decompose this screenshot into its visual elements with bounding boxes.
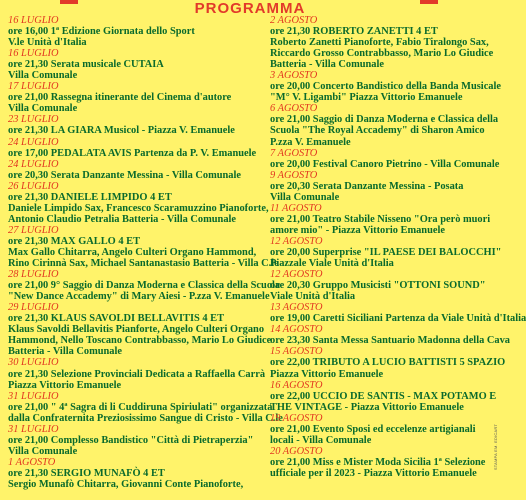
program-event — [270, 15, 496, 70]
event-detail: Klaus Savoldi Bellavitis Pianforte, Angelo Culteri Organo — [8, 324, 265, 336]
event-detail: ufficiale per il 2023 - Piazza Vittorio Emanuele — [270, 467, 477, 479]
event-detail: ore 21,00 " 4ª Sagra di li Cuddiruna Spiriulati" organizzata — [8, 401, 273, 413]
event-detail: Daniele Limpido Sax, Francesco Scaramuzzino Pianoforte, — [8, 202, 269, 214]
event-detail: V.le Unità d'Italia — [8, 37, 87, 49]
event-date: 6 AGOSTO — [270, 103, 318, 115]
event-detail: ore 21,30 SERGIO MUNAFÒ 4 ET — [8, 467, 165, 479]
program-event — [270, 170, 496, 203]
event-detail: ore 21,00 Saggio di Danza Moderna e Classica della — [270, 114, 499, 126]
event-date: 13 AGOSTO — [270, 302, 323, 314]
event-date: 16 AGOSTO — [270, 379, 323, 391]
event-detail: Hammond, Nello Toscano Contrabbasso, Mario Lo Giudice — [8, 335, 272, 347]
event-date: 24 LUGLIO — [8, 136, 59, 148]
event-detail: ore 19,00 Caretti Siciliani Partenza da Viale Unità d'Italia — [270, 313, 526, 325]
program-event — [270, 346, 506, 380]
event-detail: Roberto Zanetti Pianoforte, Fabio Tiralongo Sax, — [270, 37, 489, 49]
event-date: 9 AGOSTO — [270, 169, 318, 181]
event-detail: ore 21,00 Miss e Mister Moda Sicilia 1ª Selezione — [270, 456, 486, 468]
program-event — [8, 457, 256, 490]
program-event — [8, 224, 279, 270]
event-detail: ore 21,30 Selezione Provinciali Dedicata a Raffaella Carrà — [8, 368, 266, 380]
event-date: 19 AGOSTO — [270, 412, 323, 424]
event-detail: ore 17,00 PEDALATA AVIS Partenza da P. V. Emanuele — [8, 147, 257, 159]
event-date: 24 LUGLIO — [8, 158, 59, 170]
program-event — [8, 180, 269, 225]
event-detail: Viale Unità d'Italia — [270, 291, 356, 303]
event-date: 29 LUGLIO — [8, 302, 59, 314]
program-event — [8, 302, 272, 358]
event-date: 14 AGOSTO — [270, 324, 323, 336]
event-date: 3 AGOSTO — [270, 70, 318, 82]
event-detail: ore 20,30 Gruppo Musicisti "OTTONI SOUND" — [270, 280, 486, 292]
event-detail: "New Dance Accademy" di Mary Aiesi - P.zza V. Emanuele — [8, 291, 270, 303]
event-detail: Scuola "The Royal Accademy" di Sharon Amico — [270, 125, 485, 137]
event-detail: Antonio Claudio Petralia Batteria - Villa Comunale — [8, 213, 237, 225]
event-detail: Villa Comunale — [8, 103, 78, 115]
event-detail: Piazza Vittorio Emanuele — [270, 368, 384, 380]
event-date: 7 AGOSTO — [270, 147, 318, 159]
event-detail: locali - Villa Comunale — [270, 434, 372, 446]
event-date: 1 AGOSTO — [8, 456, 56, 468]
header — [0, 0, 500, 17]
event-date: 31 LUGLIO — [8, 423, 59, 435]
event-detail: "M° V. Ligambi" Piazza Vittorio Emanuele — [270, 92, 463, 104]
event-detail: ore 21,00 Evento Sposi ed eccelenze artigianali — [270, 423, 476, 435]
program-event — [270, 446, 496, 479]
event-detail: ore 21,00 9° Saggio di Danza Moderna e Classica della Scuola — [8, 280, 281, 292]
event-detail: Riccardo Grosso Contrabbasso, Mario Lo Giudice — [270, 48, 494, 60]
event-detail: ore 20,00 Superprise "IL PAESE DEI BALOCCHI" — [270, 246, 502, 258]
event-date: 27 LUGLIO — [8, 224, 59, 236]
program-event — [8, 81, 256, 114]
program-column-left — [8, 15, 283, 490]
program-event — [8, 15, 256, 48]
event-date: 30 LUGLIO — [8, 357, 59, 369]
event-detail: P.zza V. Emanuele — [270, 136, 351, 148]
program-event — [8, 390, 283, 424]
event-date: 23 LUGLIO — [8, 114, 59, 126]
program-event — [8, 424, 256, 457]
event-detail: ore 21,00 Rassegna itinerante del Cinema d'autore — [8, 92, 232, 104]
printer-credit: STAMPA EM. EDICART — [493, 424, 498, 471]
program-event — [8, 114, 256, 136]
event-detail: Rino Cirinnà Sax, Michael Santanastasio Batteria - Villa C.le — [8, 258, 279, 270]
program-event — [270, 413, 496, 446]
event-detail: Villa Comunale — [8, 445, 78, 457]
event-detail: ore 21,30 Serata musicale CUTAIA — [8, 59, 164, 71]
event-date: 12 AGOSTO — [270, 235, 323, 247]
event-date: 16 LUGLIO — [8, 48, 59, 60]
event-date: 11 AGOSTO — [270, 202, 322, 214]
event-date: 17 LUGLIO — [8, 81, 59, 93]
event-date: 2 AGOSTO — [270, 15, 318, 26]
event-detail: Villa Comunale — [8, 70, 78, 82]
header-decoration — [60, 0, 78, 4]
event-detail: ore 16,00 1ª Edizione Giornata dello Sport — [8, 26, 195, 38]
program-event — [270, 324, 510, 347]
event-detail: ore 21,00 Complesso Bandistico "Città di Pietraperzia" — [8, 434, 254, 446]
event-detail: Sergio Munafò Chitarra, Giovanni Conte Pianoforte, — [8, 478, 244, 490]
program-event — [8, 159, 256, 181]
program-event — [8, 357, 266, 391]
event-date: 31 LUGLIO — [8, 390, 59, 402]
event-detail: THE VINTAGE - Piazza Vittorio Emanuele — [270, 401, 464, 413]
program-event — [8, 48, 256, 81]
page-title: PROGRAMMA — [194, 0, 306, 17]
event-date: 20 AGOSTO — [270, 445, 323, 457]
event-detail: dalla Confraternita Preziosissimo Sangue di Cristo - Villa C.le — [8, 412, 283, 424]
event-detail: ore 21,30 KLAUS SAVOLDI BELLAVITIS 4 ET — [8, 313, 225, 325]
program-event — [270, 302, 526, 325]
event-detail: Piazza Vittorio Emanuele — [8, 379, 122, 391]
program-event — [270, 380, 496, 413]
event-detail: ore 22,00 TRIBUTO A LUCIO BATTISTI 5 SPAZIO — [270, 357, 506, 369]
event-detail: ore 21,30 MAX GALLO 4 ET — [8, 235, 140, 247]
event-detail: ore 20,00 Festival Canoro Pietrino - Villa Comunale — [270, 158, 500, 170]
event-detail: Batteria - Villa Comunale — [8, 346, 122, 358]
program-event — [270, 203, 496, 236]
program-event — [8, 137, 256, 159]
event-detail: Villa Comunale — [270, 191, 340, 203]
program-event — [270, 235, 502, 270]
program-event — [270, 103, 499, 148]
event-date: 28 LUGLIO — [8, 269, 59, 281]
event-detail: ore 20,30 Serata Danzante Messina - Villa Comunale — [8, 169, 242, 181]
event-detail: ore 22,00 UCCIO DE SANTIS - MAX POTAMO E — [270, 390, 497, 402]
event-detail: ore 21,30 LA GIARA Musicol - Piazza V. Emanuele — [8, 125, 235, 137]
program-event — [270, 70, 501, 104]
program-event — [8, 269, 281, 303]
event-detail: Piazzale Viale Unità d'Italia — [270, 258, 394, 270]
event-detail: ore 23,30 Santa Messa Santuario Madonna della Cava — [270, 335, 510, 347]
event-date: 12 AGOSTO — [270, 269, 323, 281]
event-detail: amore mio" - Piazza Vittorio Emanuele — [270, 224, 445, 236]
event-date: 15 AGOSTO — [270, 346, 323, 358]
event-date: 16 LUGLIO — [8, 15, 59, 26]
event-detail: ore 21,30 ROBERTO ZANETTI 4 ET — [270, 26, 438, 38]
event-detail: Max Gallo Chitarra, Angelo Culteri Organo Hammond, — [8, 246, 257, 258]
event-detail: ore 21,00 Teatro Stabile Nisseno "Ora però muori — [270, 213, 491, 225]
event-detail: ore 20,30 Serata Danzante Messina - Posata — [270, 180, 464, 192]
event-detail: ore 21,30 DANIELE LIMPIDO 4 ET — [8, 191, 172, 203]
program-event — [270, 269, 496, 302]
program-event — [270, 147, 500, 170]
program-column-right — [270, 15, 526, 479]
header-decoration — [420, 0, 438, 4]
event-detail: Batteria - Villa Comunale — [270, 59, 384, 71]
event-date: 26 LUGLIO — [8, 180, 59, 192]
event-detail: ore 20,00 Concerto Bandistico della Banda Musicale — [270, 81, 501, 93]
